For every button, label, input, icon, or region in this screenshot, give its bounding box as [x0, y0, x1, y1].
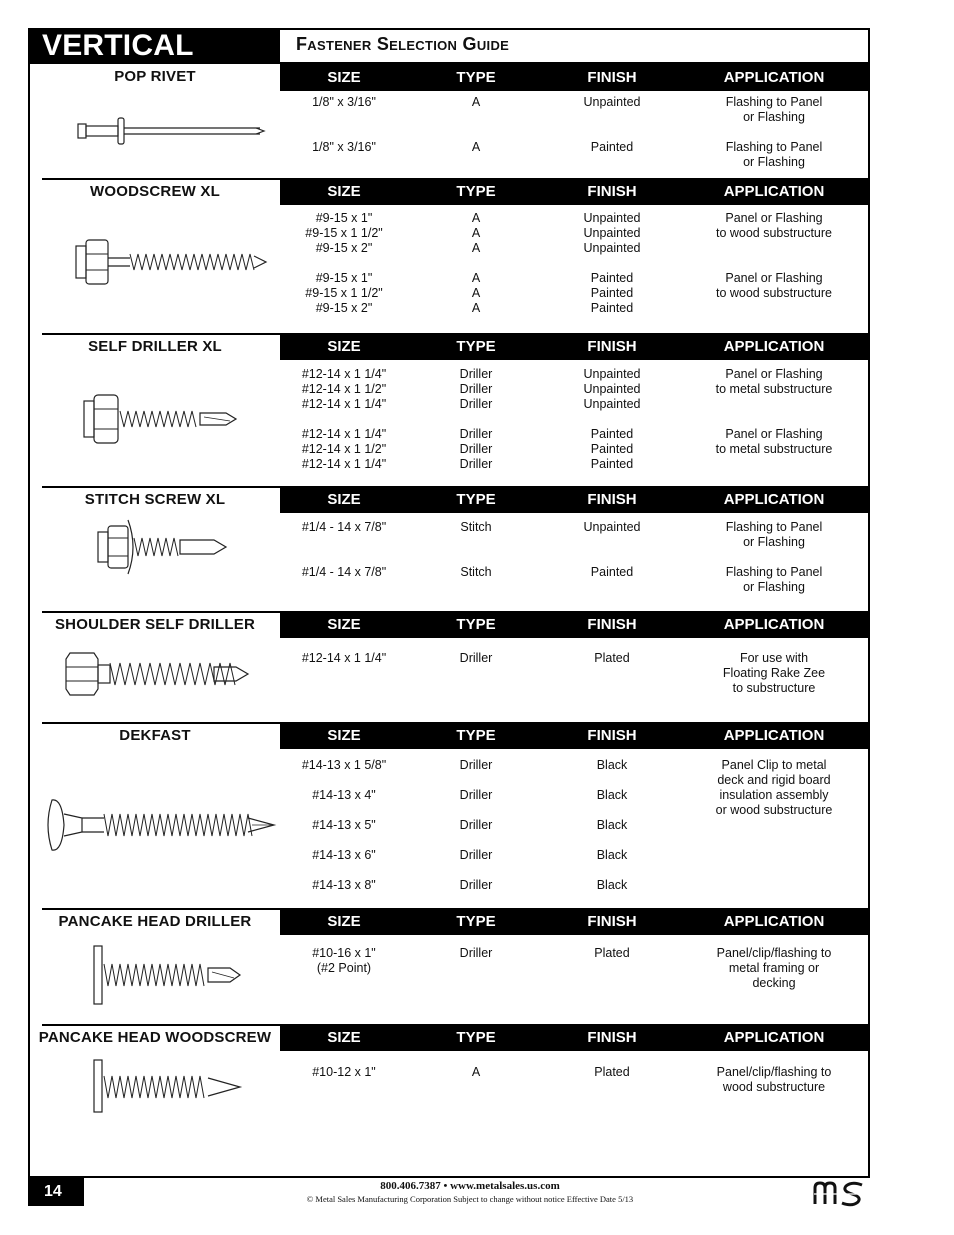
header-finish: FINISH [587, 183, 637, 200]
header-type: TYPE [456, 1029, 496, 1046]
cell-type: Driller [459, 848, 493, 862]
cell-type: Driller [459, 946, 493, 960]
cell-finish: Plated [594, 946, 630, 960]
table-header [280, 722, 868, 749]
header-type: TYPE [456, 913, 496, 930]
header-finish: FINISH [587, 913, 637, 930]
cell-finish: Unpainted Unpainted Unpainted [583, 211, 641, 255]
table-header [280, 1024, 868, 1051]
table-header [280, 64, 868, 91]
cell-size: #9-15 x 1" #9-15 x 1 1/2" #9-15 x 2" [305, 271, 383, 315]
page-subtitle: Fastener Selection Guide [296, 34, 510, 54]
cell-finish: Black [596, 878, 628, 892]
table-header [280, 486, 868, 513]
header-size: SIZE [327, 69, 361, 86]
cell-type: A [471, 1065, 481, 1079]
cell-finish: Black [596, 818, 628, 832]
footer-legal: © Metal Sales Manufacturing Corporation Subject to change without notice Effective Date 5/13 [306, 1194, 634, 1204]
cell-type: Driller [459, 758, 493, 772]
cell-size: #14-13 x 1 5/8" [301, 758, 387, 772]
cell-finish: Black [596, 788, 628, 802]
header-type: TYPE [456, 183, 496, 200]
header-type: TYPE [456, 491, 496, 508]
header-type: TYPE [456, 727, 496, 744]
cell-type: Driller Driller Driller [459, 367, 493, 411]
header-application: APPLICATION [723, 727, 825, 744]
header-finish: FINISH [587, 491, 637, 508]
header-application: APPLICATION [723, 491, 825, 508]
cell-type: A A A [471, 211, 481, 255]
cell-size: #1/4 - 14 x 7/8" [301, 520, 387, 534]
cell-size: #14-13 x 4" [312, 788, 376, 802]
cell-size: #12-14 x 1 1/4" #12-14 x 1 1/2" #12-14 x 1 1/4" [301, 367, 387, 411]
header-size: SIZE [327, 1029, 361, 1046]
cell-application: Panel/clip/flashing to metal framing or decking [716, 946, 832, 990]
cell-type: A [471, 140, 481, 154]
header-application: APPLICATION [723, 183, 825, 200]
header-finish: FINISH [587, 1029, 637, 1046]
section-pancake-head-driller [30, 908, 868, 1024]
header-type: TYPE [456, 338, 496, 355]
header-application: APPLICATION [723, 69, 825, 86]
header-application: APPLICATION [723, 338, 825, 355]
section-dekfast [30, 722, 868, 908]
cell-size: #9-15 x 1" #9-15 x 1 1/2" #9-15 x 2" [305, 211, 383, 255]
header-application: APPLICATION [723, 913, 825, 930]
cell-size: #10-12 x 1" [312, 1065, 376, 1079]
header-size: SIZE [327, 491, 361, 508]
cell-type: Driller [459, 818, 493, 832]
cell-application: For use with Floating Rake Zee to substructure [722, 651, 826, 695]
woodscrew-xl-illustration [70, 234, 270, 290]
cell-finish: Unpainted Unpainted Unpainted [583, 367, 641, 411]
section-title: PANCAKE HEAD WOODSCREW [38, 1029, 272, 1046]
pancake-head-woodscrew-illustration [88, 1058, 268, 1116]
header-type: TYPE [456, 69, 496, 86]
cell-finish: Painted Painted Painted [590, 271, 634, 315]
section-title: PANCAKE HEAD DRILLER [58, 913, 252, 930]
header-application: APPLICATION [723, 616, 825, 633]
cell-size: 1/8" x 3/16" [312, 140, 376, 154]
cell-finish: Black [596, 848, 628, 862]
cell-size: #12-14 x 1 1/4" [301, 651, 387, 665]
cell-application: Flashing to Panel or Flashing [725, 95, 823, 124]
cell-finish: Unpainted [583, 520, 641, 534]
table-header [280, 611, 868, 638]
cell-finish: Painted [590, 140, 634, 154]
header-finish: FINISH [587, 69, 637, 86]
cell-type: A [471, 95, 481, 109]
cell-size: #14-13 x 5" [312, 818, 376, 832]
table-header [280, 908, 868, 935]
table-header [280, 333, 868, 360]
section-pop-rivet [30, 64, 868, 178]
self-driller-xl-illustration [80, 391, 250, 447]
header-application: APPLICATION [723, 1029, 825, 1046]
section-woodscrew-xl [30, 178, 868, 333]
footer-contact: 800.406.7387 • www.metalsales.us.com [380, 1180, 560, 1192]
pop-rivet-illustration [70, 112, 270, 152]
cell-application: Panel or Flashing to metal substructure [715, 427, 833, 456]
section-title: STITCH SCREW XL [84, 491, 226, 508]
cell-application: Flashing to Panel or Flashing [725, 565, 823, 594]
header-size: SIZE [327, 183, 361, 200]
cell-size: #14-13 x 6" [312, 848, 376, 862]
cell-application: Flashing to Panel or Flashing [725, 520, 823, 549]
header-size: SIZE [327, 616, 361, 633]
header-size: SIZE [327, 913, 361, 930]
header-size: SIZE [327, 727, 361, 744]
cell-application: Panel or Flashing to wood substructure [715, 271, 833, 300]
cell-type: Stitch [460, 520, 492, 534]
table-header [280, 178, 868, 205]
cell-size: 1/8" x 3/16" [312, 95, 376, 109]
cell-size: #14-13 x 8" [312, 878, 376, 892]
section-self-driller-xl [30, 333, 868, 486]
cell-size: #12-14 x 1 1/4" #12-14 x 1 1/2" #12-14 x 1 1/4" [301, 427, 387, 471]
cell-application: Panel or Flashing to wood substructure [715, 211, 833, 240]
cell-finish: Unpainted [583, 95, 641, 109]
page-number: 14 [28, 1178, 84, 1206]
pancake-head-driller-illustration [88, 942, 268, 1008]
section-title: SHOULDER SELF DRILLER [54, 616, 256, 633]
section-title: SELF DRILLER XL [88, 338, 222, 355]
stitch-screw-xl-illustration [94, 514, 244, 580]
cell-application: Panel Clip to metal deck and rigid board insulation assembly or wood substructure [715, 758, 833, 817]
cell-type: Driller Driller Driller [459, 427, 493, 471]
metal-sales-logo [812, 1178, 872, 1208]
cell-type: Driller [459, 788, 493, 802]
section-pancake-head-woodscrew [30, 1024, 868, 1176]
cell-application: Panel/clip/flashing to wood substructure [716, 1065, 832, 1094]
cell-type: A A A [471, 271, 481, 315]
page-title: VERTICAL SEAM [28, 28, 280, 64]
section-shoulder-self-driller [30, 611, 868, 722]
header-type: TYPE [456, 616, 496, 633]
cell-finish: Plated [594, 651, 630, 665]
cell-finish: Black [596, 758, 628, 772]
cell-type: Stitch [460, 565, 492, 579]
dekfast-illustration [42, 796, 282, 854]
cell-finish: Plated [594, 1065, 630, 1079]
cell-application: Flashing to Panel or Flashing [725, 140, 823, 169]
header-finish: FINISH [587, 727, 637, 744]
section-title: WOODSCREW XL [90, 183, 220, 200]
cell-size: #1/4 - 14 x 7/8" [301, 565, 387, 579]
cell-finish: Painted Painted Painted [590, 427, 634, 471]
shoulder-self-driller-illustration [64, 645, 254, 703]
header-finish: FINISH [587, 616, 637, 633]
cell-application: Panel or Flashing to metal substructure [715, 367, 833, 396]
cell-size: #10-16 x 1" (#2 Point) [312, 946, 376, 975]
cell-type: Driller [459, 878, 493, 892]
cell-finish: Painted [590, 565, 634, 579]
cell-type: Driller [459, 651, 493, 665]
section-stitch-screw-xl [30, 486, 868, 611]
section-title: POP RIVET [114, 68, 196, 85]
header-finish: FINISH [587, 338, 637, 355]
section-title: DEKFAST [119, 727, 191, 744]
header-size: SIZE [327, 338, 361, 355]
